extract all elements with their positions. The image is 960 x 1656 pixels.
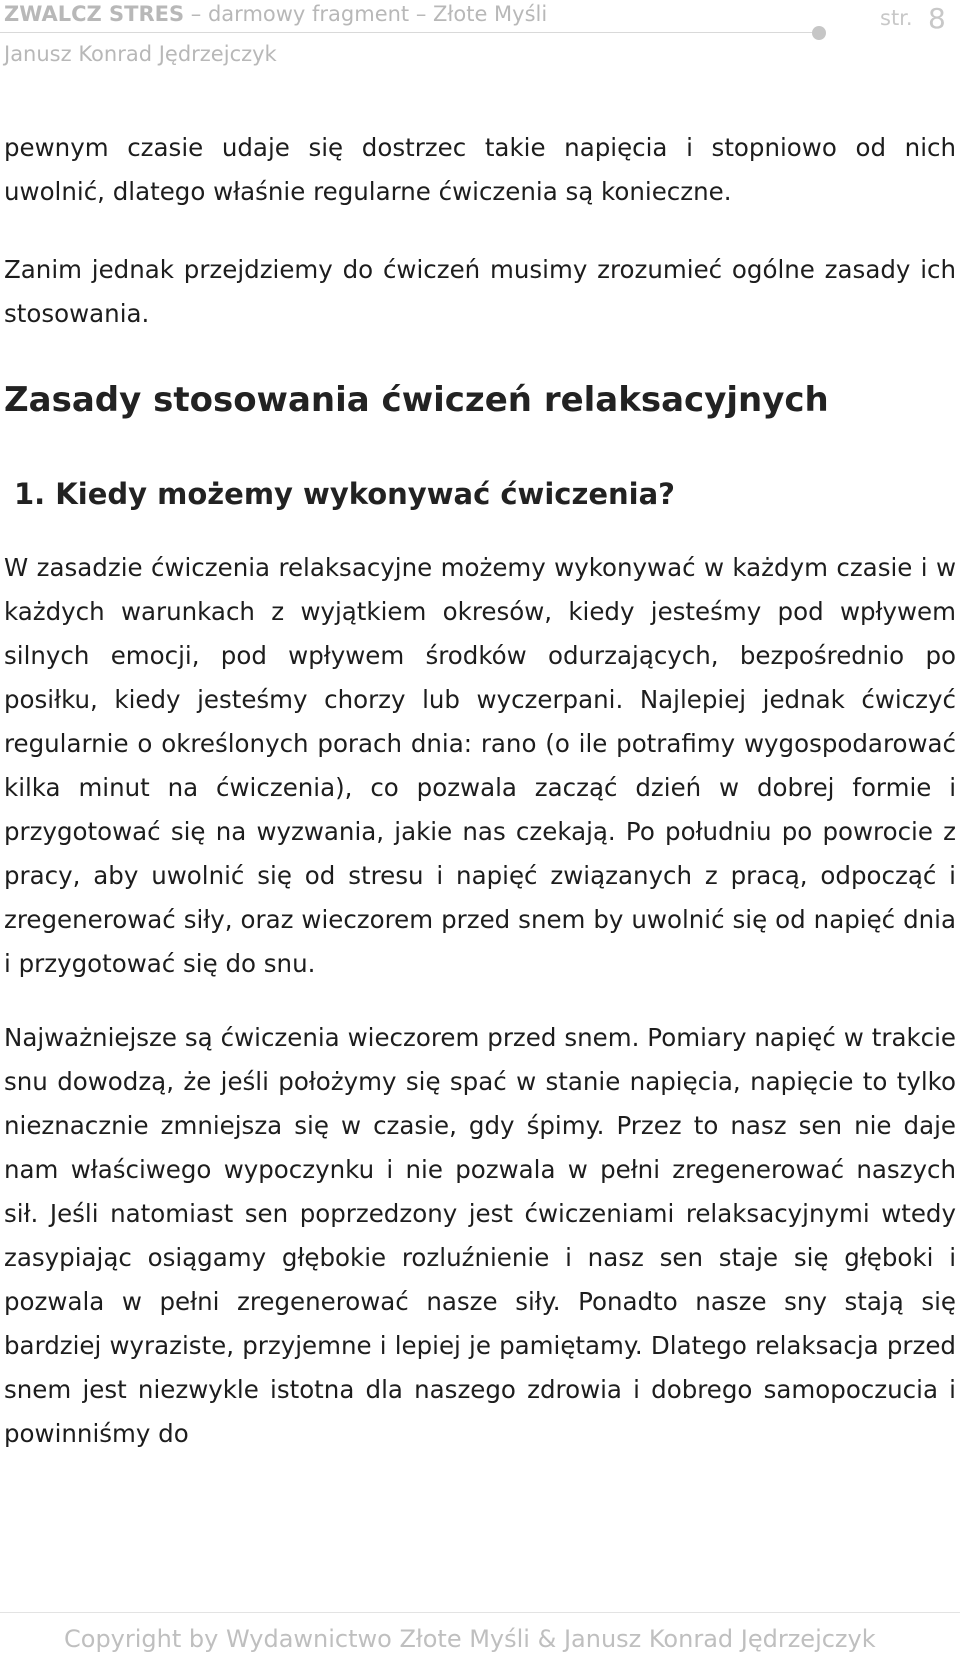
copyright-footer: Copyright by Wydawnictwo Złote Myśli & Janusz Konrad Jędrzejczyk [64, 1625, 876, 1653]
page-header [0, 0, 960, 80]
body-paragraph: pewnym czasie udaje się dostrzec takie napięcia i stopniowo od nich uwolnić, dlatego właśnie regularne ćwiczenia są konieczne. [4, 133, 956, 206]
footer-rule [0, 1612, 960, 1613]
page-label: str. [880, 6, 913, 30]
section-heading: Zasady stosowania ćwiczeń relaksacyjnych [4, 380, 829, 420]
page-body [4, 126, 956, 1456]
header-rule [0, 32, 812, 33]
running-title [4, 0, 547, 28]
body-paragraph: Zanim jednak przejdziemy do ćwiczeń musimy zrozumieć ogólne zasady ich stosowania. [4, 255, 956, 328]
body-paragraph: Najważniejsze są ćwiczenia wieczorem przed snem. Pomiary napięć w trakcie snu dowodzą, że jeśli położymy się spać w stanie napięcia, napięcie to tylko nieznacznie zmniejsza się w czasie, gdy śpimy. Przez to nasz sen nie daje nam właściwego wypoczynku i nie pozwala w pełni zregenerować naszych sił. Jeśli natomiast sen poprzedzony jest ćwiczeniami relaksacyjnymi wtedy zasypiając osiągamy głębokie rozluźnienie i nasz sen staje się głęboki i pozwala w pełni zregenerować nasze siły. Ponadto nasze sny stają się bardziej wyraziste, przyjemne i lepiej je pamiętamy. Dlatego relaksacja przed snem jest niezwykle istotna dla naszego zdrowia i dobrego samopoczucia i powinniśmy do [4, 1023, 956, 1448]
page-number: 8 [928, 2, 946, 35]
book-title: ZWALCZ STRES [4, 2, 185, 26]
running-author: Janusz Konrad Jędrzejczyk [4, 42, 277, 66]
header-bullet-dot [812, 26, 826, 40]
body-paragraph: W zasadzie ćwiczenia relaksacyjne możemy wykonywać w każdym czasie i w każdych warunkach z wyjątkiem okresów, kiedy jesteśmy pod wpływem silnych emocji, pod wpływem środków odurzających, bezpośrednio po posiłku, kiedy jesteśmy chorzy lub wyczerpani. Najlepiej jednak ćwiczyć regularnie o określonych porach dnia: rano (o ile potrafimy wygospodarować kilka minut na ćwiczenia), co pozwala zacząć dzień w dobrej formie i przygotować się na wyzwania, jakie nas czekają. Po południu po powrocie z pracy, aby uwolnić się od stresu i napięć związanych z pracą, odpocząć i zregenerować siły, oraz wieczorem przed snem by uwolnić się od napięć dnia i przygotować się do snu. [4, 553, 956, 978]
title-suffix: – darmowy fragment – Złote Myśli [184, 2, 548, 26]
sub-heading: 1. Kiedy możemy wykonywać ćwiczenia? [14, 477, 675, 511]
